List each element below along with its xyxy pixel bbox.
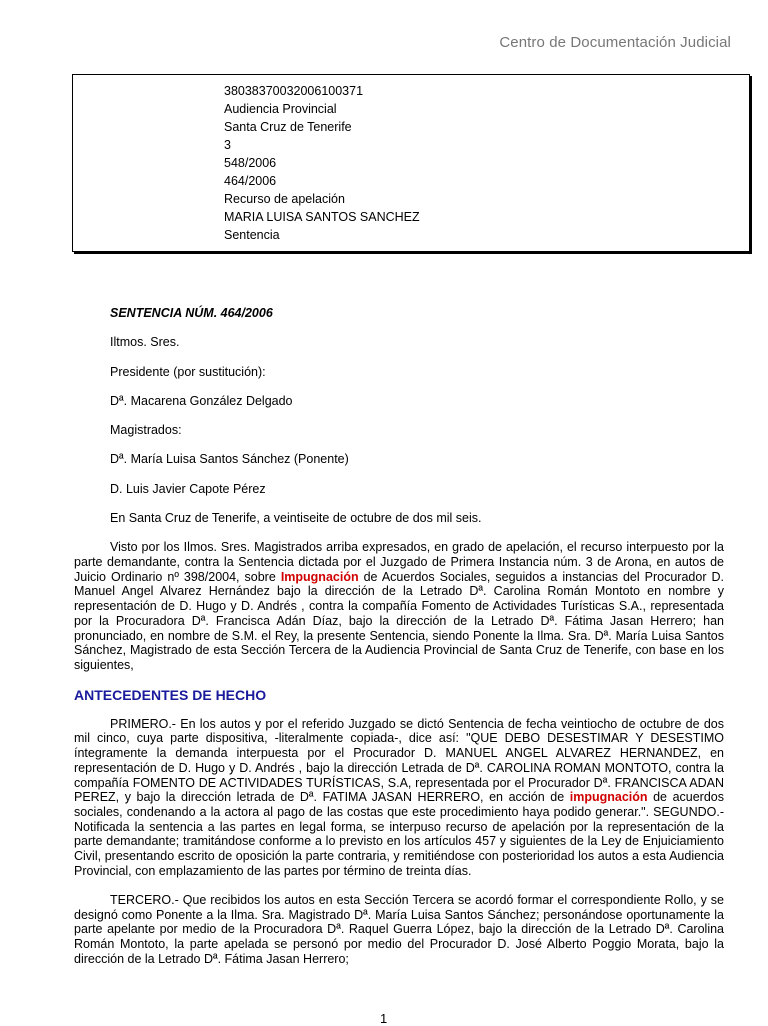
page-number: 1 [380, 1011, 388, 1026]
meta-value: 3 [224, 138, 231, 152]
visto-paragraph [74, 540, 724, 672]
meta-value: Santa Cruz de Tenerife [224, 120, 352, 134]
document-source-header: Centro de Documentación Judicial [499, 34, 731, 51]
metadata-box [72, 74, 750, 252]
meta-value: 548/2006 [224, 156, 277, 170]
meta-value: Audiencia Provincial [224, 102, 337, 116]
intro-line: Iltmos. Sres. [110, 335, 180, 350]
intro-line: Dª. Macarena González Delgado [110, 393, 293, 408]
intro-line: Presidente (por sustitución): [110, 364, 266, 379]
meta-value: Recurso de apelación [224, 192, 345, 206]
intro-line: Dª. María Luisa Santos Sánchez (Ponente) [110, 452, 349, 467]
highlight-term: impugnación [569, 790, 648, 805]
sentence-title: SENTENCIA NÚM. 464/2006 [110, 306, 273, 320]
document-body [74, 306, 724, 967]
highlight-term: Impugnación [280, 569, 359, 584]
meta-value: Sentencia [224, 228, 280, 242]
date-line: En Santa Cruz de Tenerife, a veintiseite de octubre de dos mil seis. [110, 511, 482, 526]
primero-text: de acuerdos sociales, condenando a la actora al pago de las costas que este procedimiento haya podido generar.". SEGUNDO.- Notificada la sentencia a las partes en legal forma, se interpuso recurso de apelación por la representación de la parte demandante; tramitándose conforme a lo previsto en los artículos 457 y siguientes de la Ley de Enjuiciamiento Civil, presentando escrito de oposición la parte contraria, y remitiéndose con posterioridad los autos a esta Audiencia Provincial, con emplazamiento de las partes por término de treinta días. [74, 790, 724, 878]
tercero-paragraph: TERCERO.- Que recibidos los autos en esta Sección Tercera se acordó formar el correspondiente Rollo, y se designó como Ponente a la Ilma. Sra. Magistrado Dª. María Luisa Santos Sánchez; personándose oportunamente la parte apelante por medio de la Procuradora Dª. Raquel Guerra López, bajo la dirección de la Letrado Dª. Carolina Román Montoto, la parte apelada se personó por medio del Procurador D. José Alberto Poggio Morata, bajo la dirección de la Letrado Dª. Fátima Jasan Herrero; [74, 893, 724, 966]
meta-value: MARIA LUISA SANTOS SANCHEZ [224, 210, 420, 224]
meta-value: 464/2006 [224, 174, 277, 188]
primero-paragraph [74, 717, 724, 879]
intro-line: Magistrados: [110, 423, 182, 438]
section-heading: ANTECEDENTES DE HECHO [74, 686, 267, 703]
primero-text: PRIMERO.- En los autos y por el referido Juzgado se dictó Sentencia de fecha veintiocho de octubre de dos mil cinco, cuya parte dispositiva, -literalmente copiada-, dice así: "QUE DEBO DESESTIMAR Y DESESTIMO íntegramente la demanda interpuesta por el Procurador D. MANUEL ANGEL ALVAREZ HERNANDEZ, en representación de D. Hugo y D. Andrés , bajo la dirección Letrada de Dª. CAROLINA ROMAN MONTOTO, contra la compañía FOMENTO DE ACTIVIDADES TURÍSTICAS, S.A, representada por el Procurador Dª. FRANCISCA ADAN PEREZ, y bajo la dirección letrada de Dª. FATIMA JASAN HERRERO, en acción de [74, 716, 724, 805]
meta-value: 38038370032006100371 [224, 84, 364, 98]
visto-text: Visto por los Ilmos. Sres. Magistrados arriba expresados, en grado de apelación, el recurso interpuesto por la parte demandante, contra la Sentencia dictada por el Juzgado de Primera Instancia núm. 3 de Arona, en autos de Juicio Ordinario nº 398/2004, sobre [74, 540, 724, 584]
visto-text: de Acuerdos Sociales, seguidos a instancias del Procurador D. Manuel Angel Alvarez Hernández bajo la dirección de la Letrado Dª. Carolina Román Montoto en nombre y representación de D. Hugo y D. Andrés , contra la compañía Fomento de Actividades Turísticas S.A., representada por la Procuradora Dª. Francisca Adán Díaz, bajo la dirección de la Letrado Dª. Fátima Jasan Herrero; han pronunciado, en nombre de S.M. el Rey, la presente Sentencia, siendo Ponente la Ilma. Sra. Dª. María Luisa Santos Sánchez, Magistrado de esta Sección Tercera de la Audiencia Provincial de Santa Cruz de Tenerife, con base en los siguientes, [74, 569, 724, 672]
intro-line: D. Luis Javier Capote Pérez [110, 481, 266, 496]
